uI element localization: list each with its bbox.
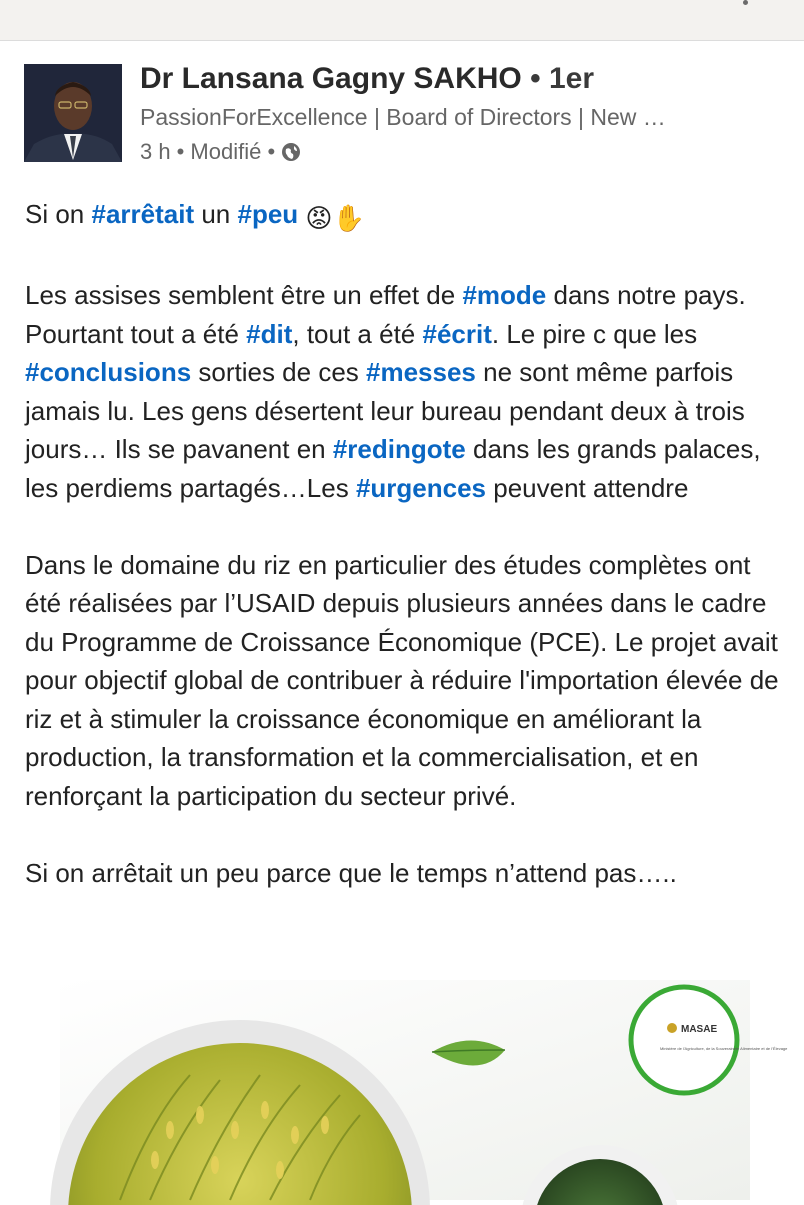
hashtag-peu[interactable]: #peu bbox=[237, 199, 299, 229]
post-paragraph-4: Si on arrêtait un peu parce que le temps n’attend pas….. bbox=[25, 857, 677, 888]
hashtag-redingote[interactable]: #redingote bbox=[332, 434, 466, 464]
post-paragraph-3: Dans le domaine du riz en particulier des études complètes ont été réalisées par l’USAID depuis plusieurs années dans le cadre du Programme de Croissance Économique (PCE). Le projet avait pour objectif global de contribuer à réduire l'importation élevée de riz et à stimuler la croissance économique en améliorant la production, la transformation et la commercialisation, et en renforçant la participation du secteur privé. bbox=[25, 549, 779, 811]
masae-rice-visual bbox=[60, 980, 788, 1200]
hashtag-ecrit[interactable]: #écrit bbox=[422, 318, 492, 349]
hashtag-messes[interactable]: #messes bbox=[366, 357, 476, 387]
author-headline: PassionForExcellence | Board of Directors | New … bbox=[140, 104, 666, 130]
hashtag-arretait[interactable]: #arrêtait bbox=[91, 199, 195, 229]
profile-photo-icon bbox=[24, 64, 122, 162]
top-bar bbox=[0, 0, 804, 41]
post-paragraph-2: Les assises semblent être un effet de #mode dans notre pays. Pourtant tout a été #dit, tout a été #écrit. Le pire c que les #conclusions sorties de ces #messes ne sont même parfois jamais lu. Les gens désertent leur bureau pendant deux à trois jours… Ils se pavanent en #redingote dans les grands palaces, les perdiems partagés…Les #urgences peuvent attendre bbox=[25, 280, 761, 503]
edited-label: • Modifié • bbox=[176, 139, 276, 164]
post-time: 3 h bbox=[140, 139, 171, 164]
post-paragraph-1: Si on #arrêtait un #peu 😡✋ bbox=[25, 195, 785, 238]
avatar[interactable] bbox=[24, 64, 122, 162]
hashtag-urgences[interactable]: #urgences bbox=[355, 472, 487, 503]
author-line bbox=[140, 62, 594, 102]
connection-degree: • 1er bbox=[530, 62, 594, 95]
globe-icon bbox=[281, 142, 301, 162]
post-meta bbox=[140, 139, 301, 165]
masae-emblem-icon bbox=[667, 1023, 677, 1033]
post-image[interactable] bbox=[60, 980, 788, 1200]
hashtag-mode[interactable]: #mode bbox=[462, 280, 547, 310]
angry-face-hand-emoji: 😡✋ bbox=[305, 203, 365, 233]
logo-text: MASAE bbox=[681, 1024, 718, 1035]
author-name[interactable]: Dr Lansana Gagny SAKHO bbox=[140, 62, 522, 95]
hashtag-dit[interactable]: #dit bbox=[246, 318, 293, 349]
more-options-icon[interactable] bbox=[743, 0, 748, 5]
post-body bbox=[25, 195, 785, 892]
hashtag-conclusions[interactable]: #conclusions bbox=[25, 357, 192, 387]
logo-subtext: Ministère de l'Agriculture, de la Souveraineté Alimentaire et de l'Élevage bbox=[660, 1046, 788, 1051]
